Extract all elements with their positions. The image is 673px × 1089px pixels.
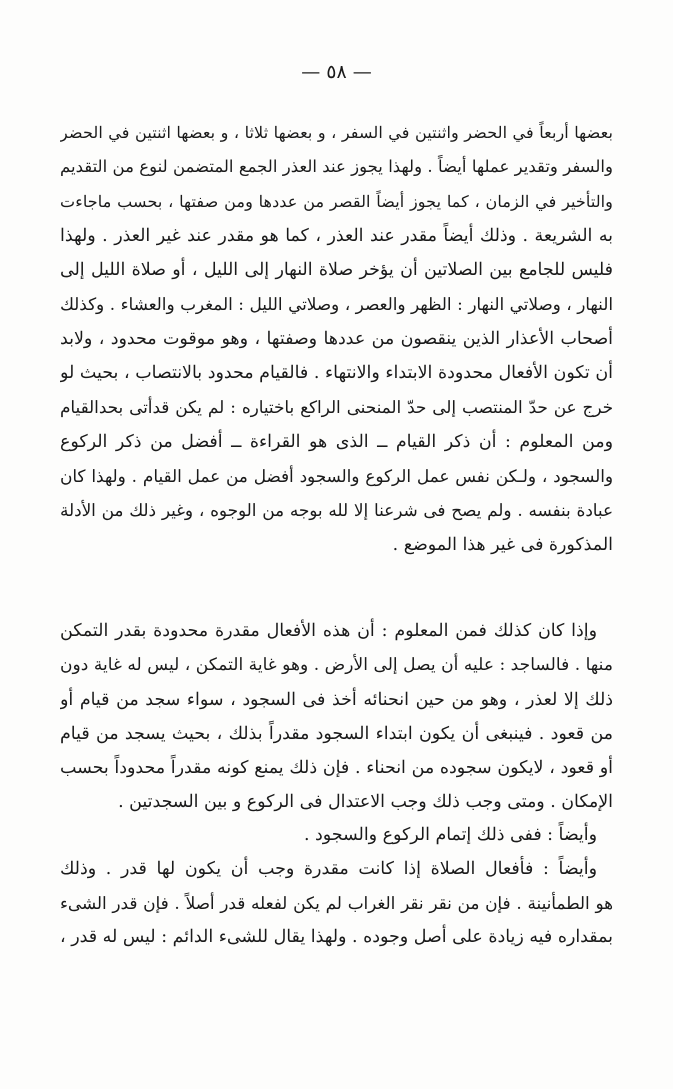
text-line: المذكورة فى غير هذا الموضع .	[392, 534, 613, 555]
text-line: وأيضاً : فأفعال الصلاة إذا كانت مقدرة وجب أن يكون لها قدر . وذلك	[60, 859, 597, 879]
text-line: أن تكون الأفعال محدودة الابتداء والانتهاء . فالقيام محدود بالانتصاب ، بحيث لو	[60, 363, 613, 384]
text-line: من قعود . فينبغى أن يكون ابتداء السجود مقدراً بذلك ، بحيث يسجد من قيام	[60, 723, 613, 744]
text-line: والتأخير في الزمان ، كما يجوز أيضاً القصر من عددها ومن صفتها ، بحسب ماجاءت	[60, 191, 613, 211]
text-line: والسفر وتقدير عملها أيضاً . ولهذا يجوز عند العذر الجمع المتضمن لنوع من التقديم	[60, 157, 613, 177]
text-line: منها . فالساجد : عليه أن يصل إلى الأرض . وهو غاية التمكن ، ليس له غاية دون	[60, 655, 613, 676]
paragraph-2	[60, 614, 613, 820]
text-line: عبادة بنفسه . ولم يصح فى شرعنا إلا لله بوجه من الوجوه ، وغير ذلك من الأدلة	[60, 500, 613, 521]
text-line: أو قعود ، لايكون سجوده من انحناء . فإن ذلك يمنع كونه مقدراً محدوداً بحسب	[60, 758, 613, 779]
text-line: النهار ، وصلاتي النهار : الظهر والعصر ، وصلاتي الليل : المغرب والعشاء . وكذلك	[60, 294, 613, 315]
text-line: فليس للجامع بين الصلاتين أن يؤخر صلاة النهار إلى الليل ، أو صلاة الليل إلى	[60, 260, 613, 281]
text-line: الإمكان . ومتى وجب ذلك وجب الاعتدال فى الركوع و بين السجدتين .	[118, 792, 613, 813]
text-line: ومن المعلوم : أن ذكر القيام ــ الذى هو القراءة ــ أفضل من ذكر الركوع	[60, 431, 613, 452]
paragraph-1	[60, 116, 613, 562]
text-line: به الشريعة . وذلك أيضاً مقدر عند العذر ، كما هو مقدر عند غير العذر . ولهذا	[60, 225, 613, 246]
text-line: وإذا كان كذلك فمن المعلوم : أن هذه الأفعال مقدرة محدودة بقدر التمكن	[60, 621, 597, 641]
text-line: وأيضاً : ففى ذلك إتمام الركوع والسجود .	[304, 825, 597, 845]
text-line: بمقداره فيه زيادة على أصل وجوده . ولهذا يقال للشىء الدائم : ليس له قدر ،	[60, 927, 613, 948]
text-line: أصحاب الأعذار الذين ينقصون من عددها وصفتها ، وهو موقوت محدود ، ولابد	[60, 328, 613, 349]
text-line: والسجود ، ولـكن نفس عمل الركوع والسجود أفضل من عمل القيام . ولهذا كان	[60, 465, 613, 486]
paragraph-4	[60, 852, 613, 886]
paragraph-5	[60, 886, 613, 955]
text-line: خرج عن حدّ المنتصب إلى حدّ المنحنى الراكع باختياره : لم يكن قدأتى بحدالقيام	[60, 397, 613, 418]
page-number: — ٥٨ —	[301, 61, 372, 83]
text-line: هو الطمأنينة . فإن من نقر نقر الغراب لم يكن لفعله قدر أصلاً . فإن قدر الشىء	[60, 893, 613, 913]
text-line: ذلك إلا لعذر ، وهو من حين انحنائه أخذ فى السجود ، سواء سجد من قيام أو	[60, 689, 613, 710]
paragraph-3	[60, 818, 613, 852]
text-line: بعضها أربعاً في الحضر واثنتين في السفر ، و بعضها ثلاثا ، و بعضها اثنتين في الحضر	[60, 123, 613, 142]
